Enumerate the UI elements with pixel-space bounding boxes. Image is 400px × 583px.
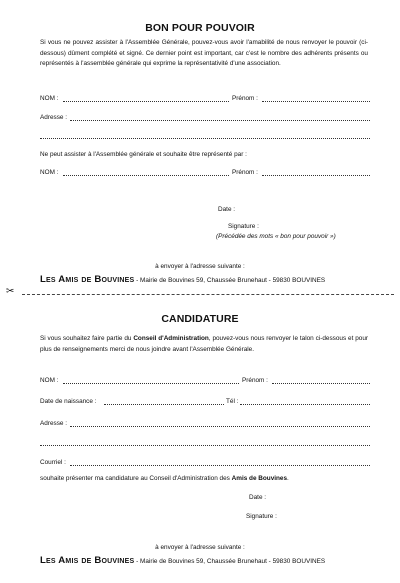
naissance-field[interactable] [104,404,224,405]
nom-field[interactable] [63,101,229,102]
c-address-line [40,555,325,566]
dashed-cut-line [22,294,394,295]
scissors-icon: ✂ [6,286,15,297]
c-prenom-label: Prénom : [242,377,268,384]
statement-bold: Amis de Bouvines [231,475,288,482]
c-date-label: Date : [249,494,267,501]
c-org-address: - Mairie de Bouvines 59, Chaussée Brunehaut - 59830 BOUVINES [136,558,326,565]
proxy-nom-row [40,94,370,104]
candidature-intro [40,334,368,355]
courriel-label: Courriel : [40,459,66,466]
adresse-field-line2[interactable] [40,138,370,139]
proxy-adresse-row [40,113,370,123]
c-prenom-field[interactable] [272,383,370,384]
org-address: - Mairie de Bouvines 59, Chaussée Brunehaut - 59830 BOUVINES [136,277,326,284]
candidature-statement [40,475,289,482]
proxy-title: BON POUR POUVOIR [145,22,255,34]
org-name: Les Amis de Bouvines [40,274,135,285]
proxy-signature-label: Signature : [228,223,259,230]
c-adresse-field[interactable] [70,426,370,427]
c-signature-label: Signature : [246,513,277,520]
candidature-title: CANDIDATURE [161,313,239,325]
proxy-signature-note: (Précédée des mots « bon pour pouvoir ») [216,233,336,240]
c-adresse-field-line2[interactable] [40,445,370,446]
intro-text: Si vous souhaitez faire partie du [40,335,134,342]
proxy-date-label: Date : [218,206,236,213]
proxy-representative-row [40,168,370,178]
proxy-intro: Si vous ne pouvez assister à l'Assemblée Générale, pouvez-vous avoir l'amabilité de nous renvoyer le pouvoir (ci-dessous) dûment complété et signé. Ce dernier point est important, car c'est le nombre des adhérents présents ou représentés à l'assemblée générale qui exprime la représentativité d'une association. [40,39,368,67]
prenom2-field[interactable] [262,175,370,176]
candidature-birth-row [40,397,370,407]
represent-text: Ne peut assister à l'Assemblée générale et souhaite être représenté par : [40,151,247,158]
c-nom-label: NOM : [40,377,59,384]
intro-text-2: , pouvez-vous nous renvoyer le talon ci-dessous et pour plus de renseignements merci de nous joindre avant l'Assemblée Générale. [40,335,369,353]
tel-field[interactable] [240,404,370,405]
nom2-label: NOM : [40,169,59,176]
prenom-field[interactable] [262,101,370,102]
tel-label: Tél : [226,398,239,405]
proxy-send-text: à envoyer à l'adresse suivante : [155,263,245,270]
prenom2-label: Prénom : [232,169,258,176]
intro-bold: Conseil d'Administration [133,335,209,342]
candidature-courriel-row [40,458,370,468]
proxy-address-line [40,274,325,285]
candidature-nom-row [40,376,370,386]
cut-line [0,286,400,299]
nom2-field[interactable] [63,175,229,176]
c-send-text: à envoyer à l'adresse suivante : [155,544,245,551]
c-nom-field[interactable] [63,383,239,384]
c-adresse-label: Adresse : [40,420,67,427]
prenom-label: Prénom : [232,95,258,102]
courriel-field[interactable] [70,465,370,466]
nom-label: NOM : [40,95,59,102]
adresse-label: Adresse : [40,114,67,121]
statement-end: . [287,475,289,482]
adresse-field[interactable] [70,120,370,121]
candidature-adresse-row [40,419,370,429]
c-org-name: Les Amis de Bouvines [40,555,135,566]
statement-text: souhaite présenter ma candidature au Conseil d'Administration des [40,475,232,482]
naissance-label: Date de naissance : [40,398,97,405]
